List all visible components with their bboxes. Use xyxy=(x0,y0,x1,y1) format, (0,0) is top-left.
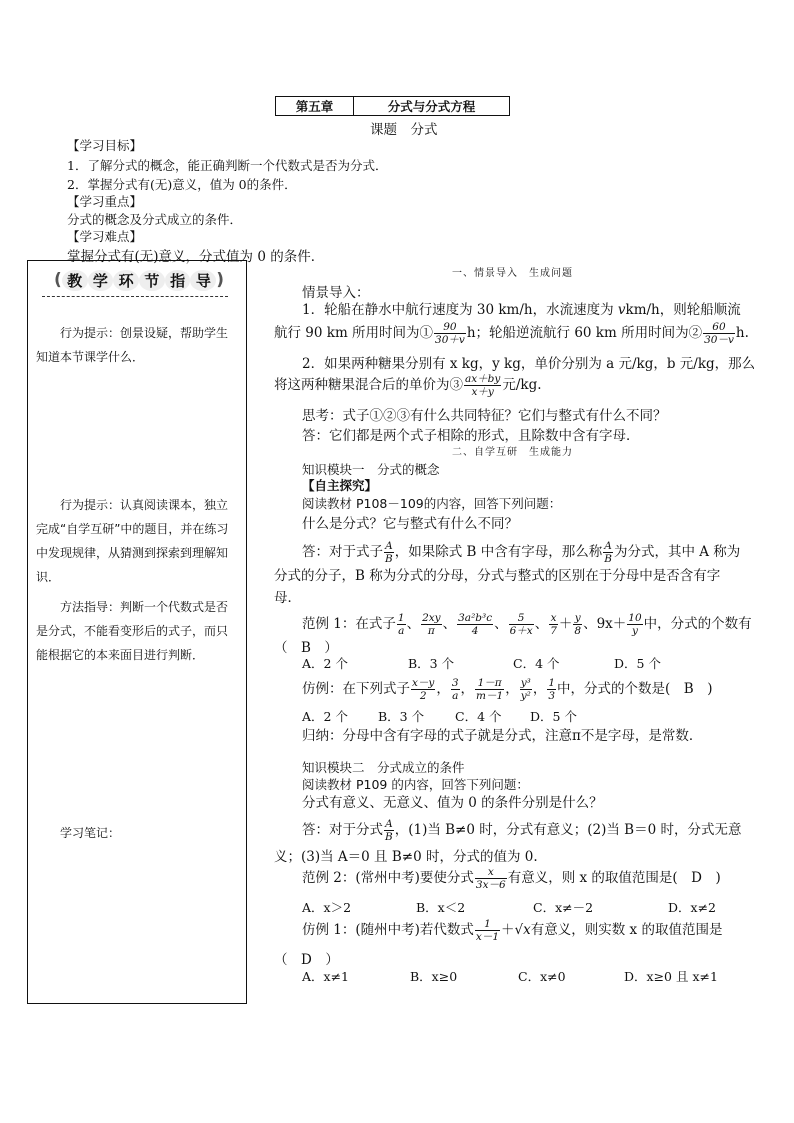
expr-3a2b3c-over-4: $\frac{\text{3a²b³c}}{4}$ xyxy=(458,611,493,637)
imitation-2-option-b: B．x≥0 xyxy=(410,969,458,984)
answer-1-line-1 xyxy=(302,540,740,565)
answer-2-line-2: 义；(3)当 A＝0 且 B≠0 时，分式的值为 0. xyxy=(274,849,538,865)
problem-1-text-b: km/h，则轮船顺流 xyxy=(625,302,741,318)
example-1-option-c: C．4 个 xyxy=(513,656,560,671)
problem-2-line-1: 2．如果两种糖果分别有 x kg，y kg，单价分别为 a 元/kg，b 元/kg，那么 xyxy=(302,356,756,372)
expr-1-over-a: $\frac{1}{a}$ xyxy=(397,611,405,637)
imitation-2-option-c: C．x≠0 xyxy=(518,969,566,984)
read-instruction-2: 阅读教材 P109 的内容，回答下列问题： xyxy=(302,777,529,792)
problem-1-line-1 xyxy=(302,298,741,318)
imitation-1-option-c: C．4 个 xyxy=(455,709,502,724)
module-2-title: 知识模块二 分式成立的条件 xyxy=(302,760,465,775)
problem-2-line-2 xyxy=(274,373,542,398)
fraction-a-over-b-2 xyxy=(603,541,613,565)
sqrt-x-expr: √x xyxy=(514,922,531,938)
imitation-2-line: 仿例 1：(随州中考)若代数式 $\frac{1}{x-1}$ ＋√x有意义，则实数 x 的取值范围是 xyxy=(302,917,723,943)
frac-num-a: A xyxy=(385,539,393,552)
module-1-title: 知识模块一 分式的概念 xyxy=(302,462,440,477)
frac-den-b: B xyxy=(385,553,393,565)
chapter-title: 分式与分式方程 xyxy=(387,99,476,114)
problem-1-line-2 xyxy=(274,321,749,346)
imitation-2-option-d: D．x≥0 且 x≠1 xyxy=(624,969,718,984)
example-1-text-b: 中，分式的个数有 xyxy=(643,616,752,632)
fraction-a-over-b xyxy=(384,541,394,565)
problem-2-text-c: 元/kg. xyxy=(502,377,542,393)
answer-2-text-b: ，(1)当 B≠0 时，分式有意义；(2)当 B＝0 时，分式无意 xyxy=(394,822,742,838)
answer-1-text-a: 答：对于式子 xyxy=(302,544,383,560)
sidebar-note-3: 方法指导：判断一个代数式是否是分式，不能看变形后的式子，而只能根据它的本来面目进行判断． xyxy=(36,600,229,662)
answer-2-text-a: 答：对于分式 xyxy=(302,822,383,838)
example-2-line xyxy=(302,866,721,891)
sidebar-title-char: 学 xyxy=(88,270,114,291)
question-1: 什么是分式？它与整式有什么不同？ xyxy=(302,516,518,532)
keypoint-heading: 【学习重点】 xyxy=(67,194,143,209)
expr-x-minus-y-over-2: $\frac{x-y}{2}$ xyxy=(412,676,435,702)
example-1-option-d: D．5 个 xyxy=(614,656,661,671)
sidebar-title-char: 导 xyxy=(190,270,216,291)
think-answer: 答：它们都是两个式子相除的形式，且除数中含有字母． xyxy=(302,428,640,444)
sidebar-title-left-bracket: ( xyxy=(54,270,62,290)
frac-num-a: A xyxy=(604,539,612,552)
var-v: v xyxy=(617,302,626,318)
fraction-3-num: ax＋by xyxy=(465,372,501,385)
expr-y-over-8: $\frac{y}{8}$ xyxy=(574,611,582,637)
lesson-title: 课题 分式 xyxy=(370,122,438,138)
goal-2: 2．掌握分式有(无)意义，值为 0的条件． xyxy=(67,177,297,192)
imitation-1-option-a: A．2 个 xyxy=(302,709,348,724)
sidebar-title xyxy=(54,269,224,291)
answer-1-text-b: ，如果除式 B 中含有字母，那么称 xyxy=(394,544,603,560)
expr-x-over-7: $\frac{x}{7}$ xyxy=(550,611,557,637)
example-1-answer: （ B ） xyxy=(274,640,338,656)
example-2-text-b: 有意义，则 x 的取值范围是( D ) xyxy=(507,870,721,886)
example-2-option-d: D．x≠2 xyxy=(668,900,716,915)
goal-1: 1．了解分式的概念，能正确判断一个代数式是否为分式． xyxy=(67,158,388,173)
problem-2-text-b: 将这两种糖果混合后的单价为③ xyxy=(274,377,463,393)
answer-1-line-2: 分式的分子，B 称为分式的分母，分式与整式的区别在于分母中是否含有字 xyxy=(274,568,721,584)
fraction-3-den: x＋y xyxy=(471,386,494,398)
expr-5-over-6-plus-x: $\frac{5}{6+x}$ xyxy=(509,611,533,637)
imitation-1-option-b: B．3 个 xyxy=(378,709,425,724)
imitation-1-line: 仿例：在下列式子 $\frac{x-y}{2}$ ， $\frac{3}{a}$ ， $\frac{1-\pi}{m-1}$ ， $\frac{\text{y³}}{\text{y²}}$ ， $\frac{1}{3}$ 中，分式的个数是( B ) xyxy=(302,676,713,702)
sidebar-title-right-bracket: ) xyxy=(216,270,224,290)
example-1-option-a: A．2 个 xyxy=(302,656,348,671)
imitation-2-text-b: 有意义，则实数 x 的取值范围是 xyxy=(530,922,723,938)
expr-1-minus-pi-over-m-minus-1: $\frac{1-\pi}{m-1}$ xyxy=(476,676,504,702)
sidebar-title-char: 环 xyxy=(113,270,139,291)
problem-1-text-c: 航行 90 km 所用时间为① xyxy=(274,325,434,341)
summary-1: 归纳：分母中含有字母的式子就是分式，注意π不是字母，是常数． xyxy=(302,728,703,744)
read-instruction-1: 阅读教材 P108－109的内容，回答下列问题： xyxy=(302,496,562,511)
teaching-guide-sidebar xyxy=(27,260,247,1004)
difficulty-1: 掌握分式有(无)意义，分式值为 0 的条件． xyxy=(67,249,325,265)
section-1-heading: 一、情景导入 生成问题 xyxy=(452,268,573,279)
sidebar-divider xyxy=(42,296,228,297)
scene-intro-label: 情景导入： xyxy=(302,285,370,301)
imitation-1-option-d: D．5 个 xyxy=(530,709,577,724)
expr-x-over-3x-minus-6: $\frac{x}{3x-6}$ xyxy=(475,865,506,891)
fraction-3 xyxy=(464,374,501,398)
question-2: 分式有意义、无意义、值为 0 的条件分别是什么？ xyxy=(302,795,603,811)
problem-1-text-e: h. xyxy=(735,325,749,341)
imitation-2-answer: （ D ） xyxy=(274,952,339,968)
section-2-heading: 二、自学互研 生成能力 xyxy=(452,447,573,458)
example-2-option-b: B．x＜2 xyxy=(416,900,466,915)
expr-y3-over-y2: $\frac{\text{y³}}{\text{y²}}$ xyxy=(520,676,531,702)
expr-2xy-over-pi: $\frac{2xy}{\pi}$ xyxy=(422,611,441,637)
answer-1-text-c: 为分式，其中 A 称为 xyxy=(613,544,741,560)
answer-2-line-1 xyxy=(302,818,741,843)
keypoint-1: 分式的概念及分式成立的条件． xyxy=(67,212,243,227)
fraction-2-num: 60 xyxy=(703,322,735,335)
sidebar-note-4: 学习笔记： xyxy=(60,826,121,840)
sidebar-title-char: 指 xyxy=(165,270,191,291)
fraction-2 xyxy=(703,322,735,346)
chapter-header-box xyxy=(275,96,510,116)
example-2-option-c: C．x≠－2 xyxy=(533,900,594,915)
example-1-text-a: 范例 1：在式子 xyxy=(302,616,396,632)
problem-1-text-a: 1．轮船在静水中航行速度为 30 km/h，水流速度为 xyxy=(302,302,618,318)
frac-den-b: B xyxy=(604,553,612,565)
think-question: 思考：式子①②③有什么共同特征？它们与整式有什么不同？ xyxy=(302,408,667,424)
fraction-1-num: 90 xyxy=(434,322,466,335)
goals-heading: 【学习目标】 xyxy=(67,138,143,153)
fraction-a-over-b-3: $\frac{A}{B}$ xyxy=(385,817,393,843)
self-explore-heading: 【自主探究】 xyxy=(302,478,378,493)
problem-1-text-d: h；轮船逆流航行 60 km 所用时间为② xyxy=(466,325,703,341)
fraction-1-den: 30＋v xyxy=(435,334,465,346)
sidebar-title-char: 节 xyxy=(139,270,165,291)
expr-1-over-x-minus-1: $\frac{1}{x-1}$ xyxy=(475,917,500,943)
example-1-line-1: 范例 1：在式子 $\frac{1}{a}$ 、 $\frac{2xy}{\pi}$ 、 $\frac{\text{3a²b³c}}{4}$ 、 $\frac{5}{6+x}$ 、 $\frac{x}{7}$ ＋ $\frac{y}{8}$ 、9x＋ $\frac{10}{y}$ 中，分式的个数有 xyxy=(302,611,752,637)
example-2-option-a: A．x＞2 xyxy=(302,900,352,915)
chapter-number: 第五章 xyxy=(276,97,354,115)
expr-3-over-a: $\frac{3}{a}$ xyxy=(451,676,459,702)
answer-1-line-3: 母． xyxy=(274,590,301,606)
example-2-text-a: 范例 2：(常州中考)要使分式 xyxy=(302,870,474,886)
sidebar-note-1: 行为提示：创景设疑，帮助学生知道本节课学什么． xyxy=(36,326,229,364)
sidebar-title-char: 教 xyxy=(62,270,88,291)
expr-10-over-y: $\frac{10}{y}$ xyxy=(628,611,642,637)
fraction-1 xyxy=(434,322,466,346)
expr-1-over-3: $\frac{1}{3}$ xyxy=(548,676,556,702)
difficulty-heading: 【学习难点】 xyxy=(67,229,143,244)
fraction-2-den: 30－v xyxy=(704,334,734,346)
imitation-2-text-a: 仿例 1：(随州中考)若代数式 xyxy=(302,922,474,938)
imitation-1-text-b: 中，分式的个数是( B ) xyxy=(557,681,713,697)
imitation-1-text-a: 仿例：在下列式子 xyxy=(302,681,410,697)
imitation-2-option-a: A．x≠1 xyxy=(302,969,350,984)
sidebar-note-2: 行为提示：认真阅读课本，独立完成“自学互研”中的题目，并在练习中发现规律，从猜测到探索到理解知识． xyxy=(36,498,229,584)
example-1-option-b: B．3 个 xyxy=(408,656,455,671)
